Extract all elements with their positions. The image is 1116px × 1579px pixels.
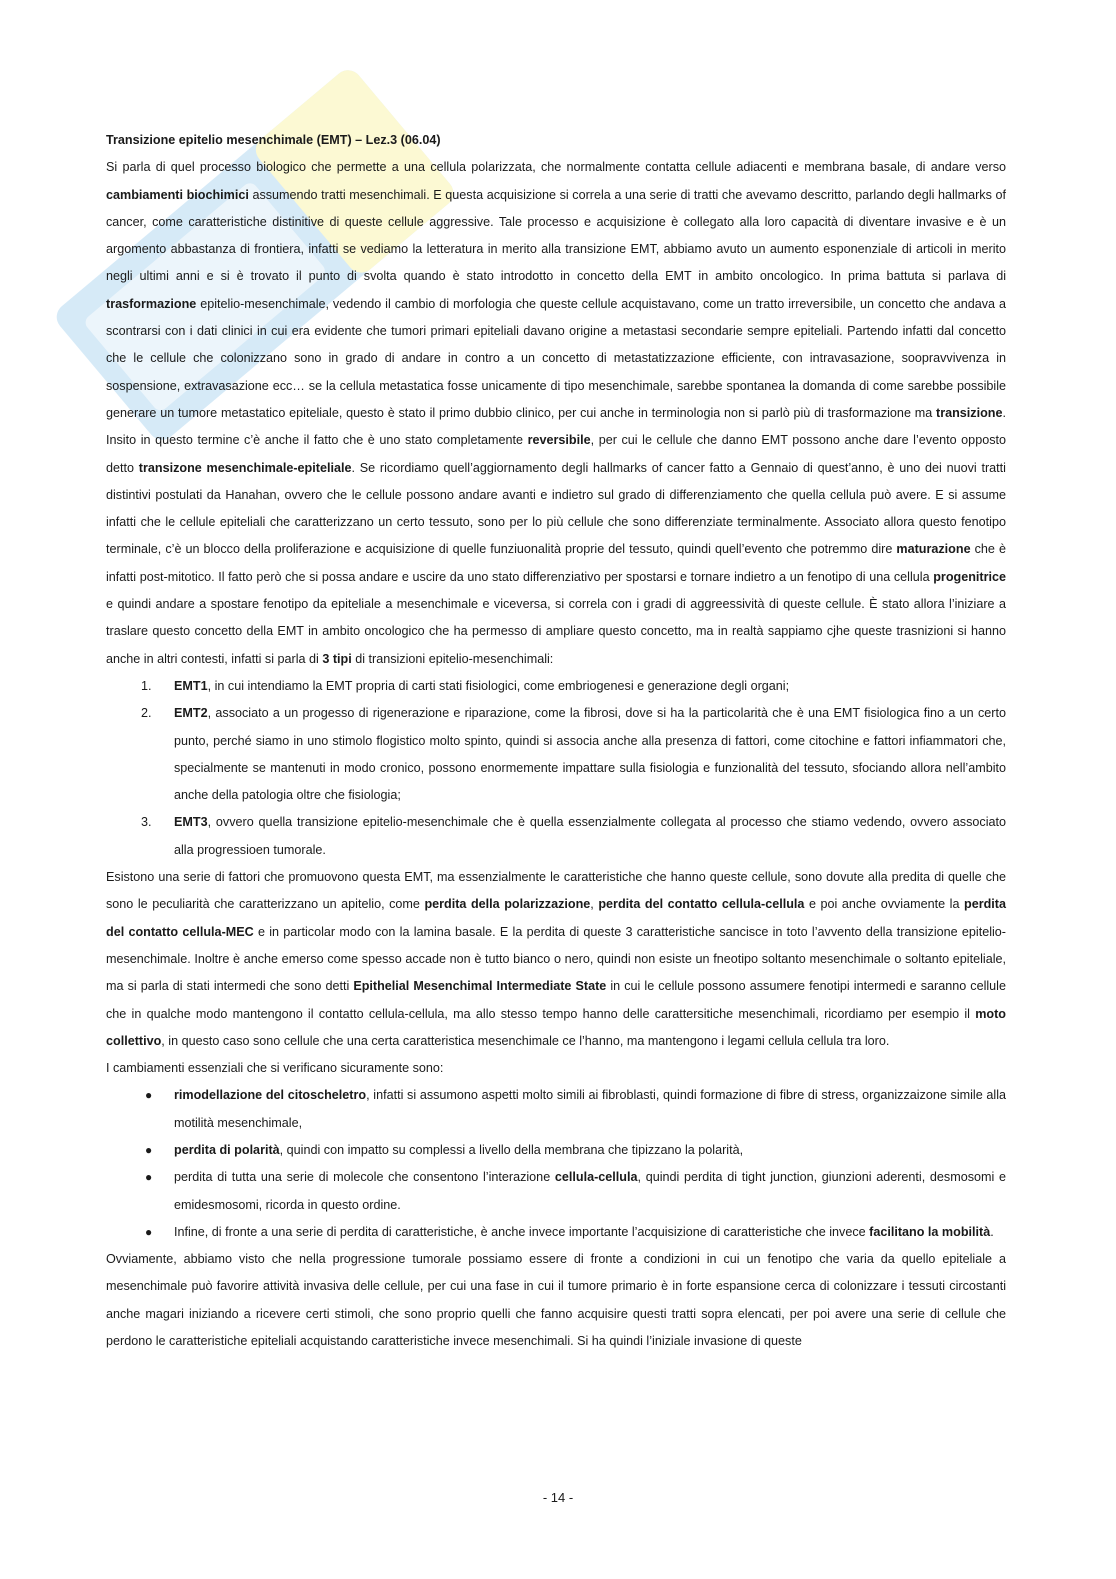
list-item: ● rimodellazione del citoscheletro, infatti si assumono aspetti molto simili ai fibroblasti, quindi formazione di fibre di stress, organizzaizone simile alla motilità mesenchimale, (106, 1082, 1006, 1137)
paragraph-progression: Ovviamente, abbiamo visto che nella progressione tumorale possiamo essere di fronte a condizioni in cui un fenotipo che varia da quello epiteliale a mesenchimale può favorire attività invasiva delle cellule, per cui una fase in cui il tumore primario è in forte espansione cerca di colonizzare i tessuti circostanti anche magari iniziando a ricevere certi stimoli, che sono proprio quelli che fanno acquisire questi tratti sopra elencati, per poi avere una serie di cellule che perdono le caratteristiche epiteliali acquistando caratteristiche invece mesenchimali. Si ha quindi l’iniziale invasione di queste (106, 1252, 1006, 1349)
list-item: 2. EMT2, associato a un progesso di rigenerazione e riparazione, come la fibrosi, dove si ha la particolarità che è una EMT fisiologica fino a un certo punto, perché siamo in uno stimolo flogistico molto spinto, quindi si associa anche alla presenza di fattori, come citochine e fattori infiammatori che, specialmente se mantenuti in modo cronico, possono enormemente impattare sulla fisiologia e funzionalità del tessuto, sfociando allora nell’ambito anche della patologia oltre che fisiologia; (141, 706, 1006, 803)
list-item: ● perdita di polarità, quindi con impatto su complessi a livello della membrana che tipizzano la polarità, (106, 1137, 1006, 1164)
bullet-icon: ● (145, 1088, 153, 1103)
bullet-icon: ● (145, 1142, 153, 1157)
document-page (106, 127, 1006, 1355)
list-item: 1. EMT1, in cui intendiamo la EMT propria di carti stati fisiologici, come embriogenesi e generazione degli organi; (141, 678, 790, 693)
bullet-icon: ● (145, 1224, 153, 1239)
paragraph-factors: Esistono una serie di fattori che promuovono questa EMT, ma essenzialmente le caratteristiche che hanno queste cellule, sono dovute alla predita di quelle che sono le peculiarità che caratterizzano un apitelio, come perdita della polarizzazione, perdita del contatto cellula-cellula e poi anche ovviamente la perdita del contatto cellula-MEC e in particolar modo con la lamina basale. E la perdita di queste 3 caratteristiche sancisce in toto l’avvento della transizione epitelio-mesenchimale. Inoltre è anche emerso come spesso accade non è tutto bianco o nero, quindi non esiste un fneotipo soltanto mesenchimale o soltanto epiteliale, ma si parla di stati intermedi che sono detti Epithelial Mesenchimal Intermediate State in cui le cellule possono assumere fenotipi intermedi e saranno cellule che in qualche modo mantengono il contatto cellula-cellula, ma allo stesso tempo hanno delle carattersitiche mesenchimali, ricordiamo per esempio il moto collettivo, in questo caso sono cellule che una certa caratteristica mesenchimale ce l’hanno, ma mantengono i legami cellula cellula tra loro. (106, 870, 1006, 1048)
bullet-icon: ● (145, 1170, 153, 1185)
emt-types-list (106, 673, 1006, 864)
list-item: ● perdita di tutta una serie di molecole che consentono l’interazione cellula-cellula, quindi perdita di tight junction, giunzioni aderenti, desmosomi e emidesmosomi, ricorda in questo ordine. (106, 1164, 1006, 1219)
list-item: 3. EMT3, ovvero quella transizione epitelio-mesenchimale che è quella essenzialmente collegata al processo che stiamo vedendo, ovvero associato alla progressioen tumorale. (141, 815, 1006, 857)
changes-list (106, 1082, 1006, 1246)
page-number: - 14 - (542, 1490, 574, 1505)
list-item: ● Infine, di fronte a una serie di perdita di caratteristiche, è anche invece importante l’acquisizione di caratteristiche che invece facilitano la mobilità. (106, 1219, 1006, 1246)
section-title: Transizione epitelio mesenchimale (EMT) – Lez.3 (06.04) (106, 133, 441, 147)
paragraph-changes-intro: I cambiamenti essenziali che si verificano sicuramente sono: (106, 1061, 444, 1076)
paragraph-intro: Si parla di quel processo biologico che permette a una cellula polarizzata, che normalmente contatta cellule adiacenti e membrana basale, di andare verso cambiamenti biochimici assumendo tratti mesenchimali. E questa acquisizione si correla a una serie di tratti che avevamo descritto, parlando degli hallmarks of cancer, come caratteristiche distinitive di queste cellule aggressive. Tale processo e acquisizione è collegato alla loro capacità di diventare invasive e è un argomento abbastanza di frontiera, infatti se vediamo la letteratura in merito alla transizione EMT, abbiamo avuto un aumento esponenziale di articoli in merito negli ultimi anni e si è trovato il punto di svolta quando è stato introdotto in concetto della EMT in ambito oncologico. In prima battuta si parlava di trasformazione epitelio-mesenchimale, vedendo il cambio di morfologia che queste cellule acquistavano, come un tratto irreversibile, un concetto che andava a scontrarsi con i dati clinici in cui era evidente che tumori primari epiteliali davano origine a metastasi secondarie sempre epiteliali. Partendo infatti dal concetto che le cellule che colonizzano sono in grado di andare in contro a un concetto di metastatizzazione efficiente, con intravasazione, soopravvivenza in sospensione, extravasazione ecc… se la cellula metastatica fosse unicamente di tipo mesenchimale, sarebbe spontanea la domanda di come sarebbe possibile generare un tumore metastatico epiteliale, questo è stato il primo dubbio clinico, per cui anche in terminologia non si parlò più di trasformazione ma transizione. Insito in questo termine c’è anche il fatto che è uno stato completamente reversibile, per cui le cellule che danno EMT possono anche dare l’evento opposto detto transizone mesenchimale-epiteliale. Se ricordiamo quell’aggiornamento degli hallmarks of cancer fatto a Gennaio di quest’anno, è uno dei nuovi tratti distintivi postulati da Hanahan, ovvero che le cellule possono andare avanti e indietro sul grado di differenziamento che quella cellula può avere. E si assume infatti che le cellule epiteliali che caratterizzano un certo tessuto, sono per lo più cellule che sono differenziate terminalmente. Associato allora questo fenotipo terminale, c’è un blocco della proliferazione e acquisizione di quelle funziuonalità proprie del tessuto, quindi quell’evento che potremmo dire maturazione che è infatti post-mitotico. Il fatto però che si possa andare e uscire da uno stato differenziativo per spostarsi e tornare indietro a un fenotipo di una cellula progenitrice e quindi andare a spostare fenotipo da epiteliale a mesenchimale e viceversa, si correla con i gradi di aggreessività di queste cellule. È stato allora l’iniziare a traslare questo concetto della EMT in ambito oncologico che ha permesso di ampliare questo concetto, ma in realtà sappiamo cjhe queste trasnizioni si hanno anche in altri contesti, infatti si parla di 3 tipi di transizioni epitelio-mesenchimali: (106, 160, 1006, 666)
